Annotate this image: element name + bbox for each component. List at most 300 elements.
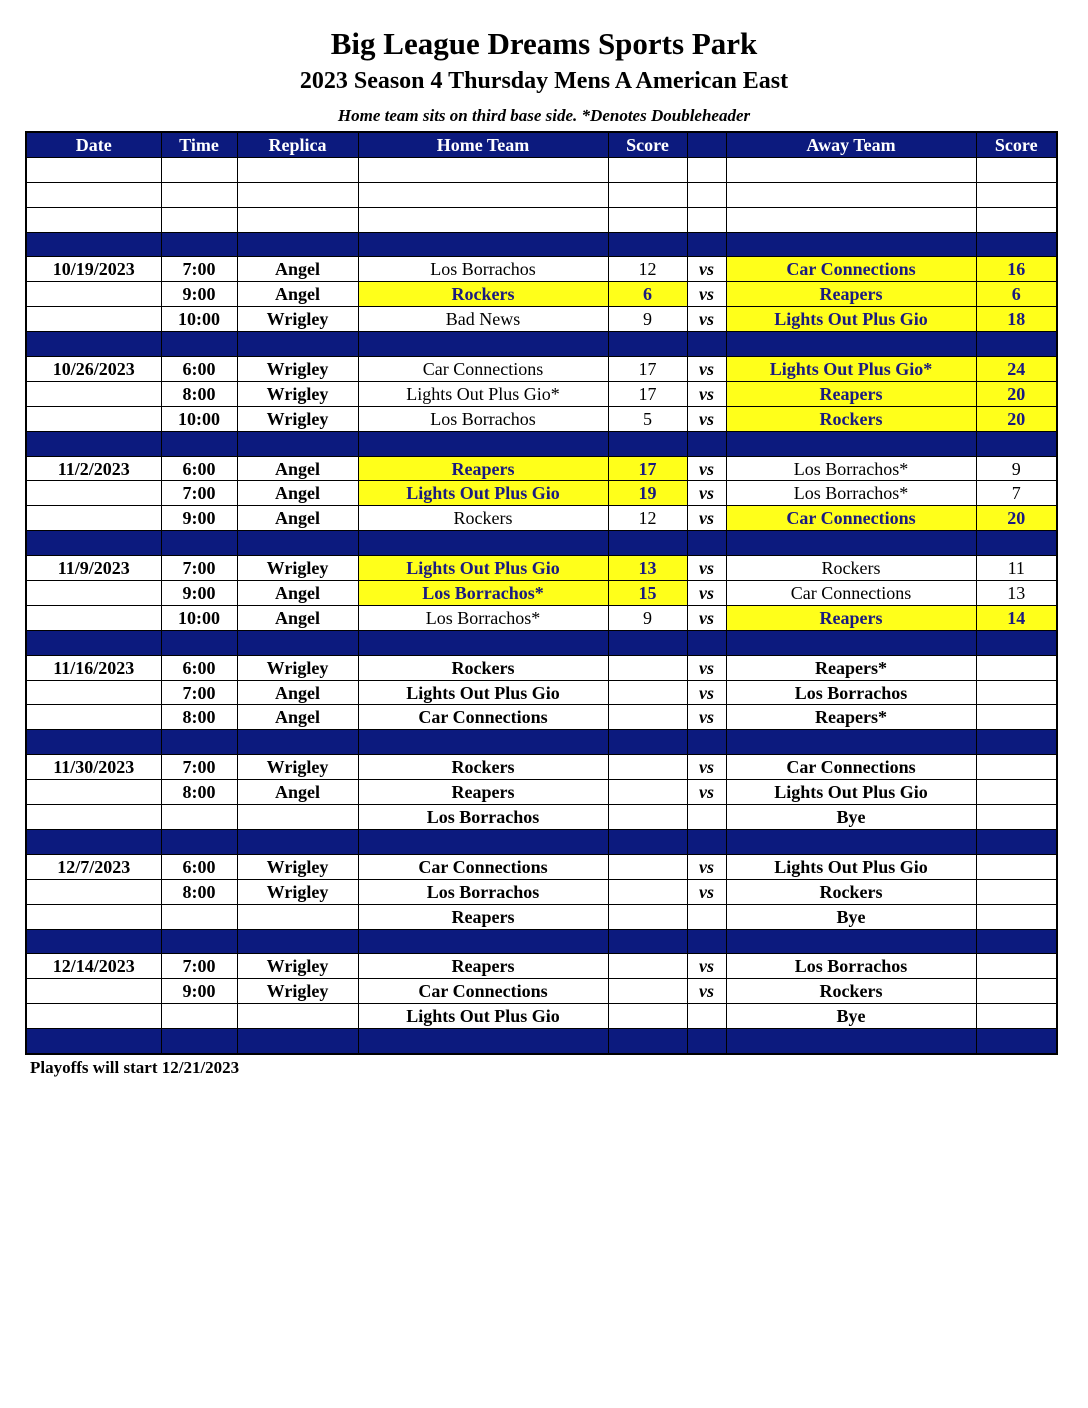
game-time: 7:00 xyxy=(161,556,237,581)
game-date: 11/30/2023 xyxy=(26,755,161,780)
vs-label: vs xyxy=(687,257,726,282)
separator-cell xyxy=(687,630,726,655)
blank-cell xyxy=(358,157,608,182)
separator-cell xyxy=(358,730,608,755)
away-team: Lights Out Plus Gio xyxy=(726,854,976,879)
game-time: 8:00 xyxy=(161,381,237,406)
separator-cell xyxy=(687,829,726,854)
game-date: 11/2/2023 xyxy=(26,456,161,481)
blank-cell xyxy=(237,157,358,182)
table-header-row xyxy=(26,132,1057,157)
col-header-away-score: Score xyxy=(976,132,1057,157)
away-team: Lights Out Plus Gio xyxy=(726,307,976,332)
home-score: 19 xyxy=(608,481,687,506)
game-replica: Angel xyxy=(237,257,358,282)
vs-label: vs xyxy=(687,605,726,630)
game-row xyxy=(26,780,1057,805)
home-team: Los Borrachos* xyxy=(358,581,608,606)
game-row xyxy=(26,282,1057,307)
game-row xyxy=(26,307,1057,332)
home-team: Los Borrachos xyxy=(358,406,608,431)
game-time: 9:00 xyxy=(161,979,237,1004)
game-date xyxy=(26,605,161,630)
vs-label xyxy=(687,904,726,929)
vs-label: vs xyxy=(687,506,726,531)
separator-cell xyxy=(358,929,608,954)
home-score: 12 xyxy=(608,257,687,282)
away-score: 14 xyxy=(976,605,1057,630)
separator-cell xyxy=(161,232,237,257)
game-date xyxy=(26,381,161,406)
separator-cell xyxy=(976,829,1057,854)
home-team: Rockers xyxy=(358,282,608,307)
game-date xyxy=(26,1004,161,1029)
separator-cell xyxy=(26,929,161,954)
blank-cell xyxy=(726,207,976,232)
game-date xyxy=(26,979,161,1004)
away-team: Car Connections xyxy=(726,506,976,531)
home-score: 17 xyxy=(608,381,687,406)
blank-cell xyxy=(608,182,687,207)
game-time: 7:00 xyxy=(161,954,237,979)
schedule-body xyxy=(26,157,1057,1054)
separator-cell xyxy=(358,431,608,456)
game-row xyxy=(26,481,1057,506)
blank-cell xyxy=(358,207,608,232)
col-header-away-team: Away Team xyxy=(726,132,976,157)
vs-label: vs xyxy=(687,406,726,431)
game-row xyxy=(26,257,1057,282)
home-score xyxy=(608,979,687,1004)
separator-cell xyxy=(608,929,687,954)
separator-cell xyxy=(237,730,358,755)
vs-label: vs xyxy=(687,282,726,307)
separator-cell xyxy=(26,1029,161,1054)
game-date xyxy=(26,406,161,431)
blank-row xyxy=(26,157,1057,182)
separator-cell xyxy=(976,431,1057,456)
game-date: 11/9/2023 xyxy=(26,556,161,581)
game-row xyxy=(26,979,1057,1004)
separator-cell xyxy=(687,431,726,456)
game-date: 12/14/2023 xyxy=(26,954,161,979)
game-date: 10/19/2023 xyxy=(26,257,161,282)
col-header-replica: Replica xyxy=(237,132,358,157)
home-score xyxy=(608,780,687,805)
separator-cell xyxy=(726,531,976,556)
away-score xyxy=(976,879,1057,904)
game-date xyxy=(26,904,161,929)
blank-cell xyxy=(161,157,237,182)
separator-cell xyxy=(608,232,687,257)
separator-cell xyxy=(26,829,161,854)
game-replica: Wrigley xyxy=(237,655,358,680)
separator-cell xyxy=(26,431,161,456)
home-team: Rockers xyxy=(358,655,608,680)
separator-cell xyxy=(161,531,237,556)
home-team: Los Borrachos xyxy=(358,257,608,282)
separator-cell xyxy=(687,232,726,257)
game-replica xyxy=(237,904,358,929)
away-score xyxy=(976,680,1057,705)
game-row xyxy=(26,406,1057,431)
game-date xyxy=(26,705,161,730)
game-row xyxy=(26,605,1057,630)
blank-cell xyxy=(976,157,1057,182)
away-score: 7 xyxy=(976,481,1057,506)
separator-cell xyxy=(161,630,237,655)
game-replica xyxy=(237,805,358,830)
away-team: Car Connections xyxy=(726,257,976,282)
separator-cell xyxy=(161,929,237,954)
home-team: Los Borrachos xyxy=(358,805,608,830)
away-team: Los Borrachos* xyxy=(726,456,976,481)
away-score: 20 xyxy=(976,506,1057,531)
vs-label: vs xyxy=(687,755,726,780)
game-row xyxy=(26,381,1057,406)
away-team: Reapers* xyxy=(726,705,976,730)
game-row xyxy=(26,879,1057,904)
vs-label: vs xyxy=(687,854,726,879)
separator-cell xyxy=(726,630,976,655)
vs-label: vs xyxy=(687,954,726,979)
vs-label: vs xyxy=(687,705,726,730)
away-score: 13 xyxy=(976,581,1057,606)
away-team: Reapers* xyxy=(726,655,976,680)
separator-cell xyxy=(237,332,358,357)
separator-cell xyxy=(976,332,1057,357)
separator-cell xyxy=(237,531,358,556)
blank-cell xyxy=(726,157,976,182)
separator-cell xyxy=(237,929,358,954)
game-time: 9:00 xyxy=(161,506,237,531)
game-time: 10:00 xyxy=(161,605,237,630)
home-team: Reapers xyxy=(358,954,608,979)
vs-label: vs xyxy=(687,655,726,680)
home-score xyxy=(608,655,687,680)
game-date xyxy=(26,282,161,307)
away-team: Reapers xyxy=(726,605,976,630)
away-team: Bye xyxy=(726,904,976,929)
game-time: 9:00 xyxy=(161,581,237,606)
vs-label: vs xyxy=(687,456,726,481)
home-team: Lights Out Plus Gio xyxy=(358,556,608,581)
blank-cell xyxy=(161,182,237,207)
separator-cell xyxy=(358,1029,608,1054)
separator-cell xyxy=(237,630,358,655)
game-time xyxy=(161,805,237,830)
game-row xyxy=(26,655,1057,680)
separator-cell xyxy=(26,232,161,257)
blank-cell xyxy=(237,182,358,207)
game-time: 6:00 xyxy=(161,655,237,680)
away-team: Los Borrachos xyxy=(726,680,976,705)
away-team: Lights Out Plus Gio xyxy=(726,780,976,805)
game-date: 12/7/2023 xyxy=(26,854,161,879)
blank-cell xyxy=(161,207,237,232)
game-time: 6:00 xyxy=(161,357,237,382)
away-score xyxy=(976,705,1057,730)
game-row xyxy=(26,556,1057,581)
separator-cell xyxy=(161,431,237,456)
home-team: Reapers xyxy=(358,456,608,481)
home-score: 17 xyxy=(608,357,687,382)
vs-label xyxy=(687,805,726,830)
away-score xyxy=(976,854,1057,879)
vs-label: vs xyxy=(687,780,726,805)
separator-row xyxy=(26,929,1057,954)
separator-cell xyxy=(358,630,608,655)
game-time: 9:00 xyxy=(161,282,237,307)
away-team: Reapers xyxy=(726,381,976,406)
game-date xyxy=(26,506,161,531)
separator-cell xyxy=(976,730,1057,755)
home-score: 15 xyxy=(608,581,687,606)
vs-label: vs xyxy=(687,357,726,382)
game-time: 8:00 xyxy=(161,705,237,730)
game-replica: Wrigley xyxy=(237,357,358,382)
game-date xyxy=(26,307,161,332)
away-score xyxy=(976,655,1057,680)
game-replica: Wrigley xyxy=(237,381,358,406)
game-replica: Angel xyxy=(237,780,358,805)
game-replica xyxy=(237,1004,358,1029)
separator-cell xyxy=(726,232,976,257)
home-score: 17 xyxy=(608,456,687,481)
vs-label: vs xyxy=(687,581,726,606)
home-team: Los Borrachos* xyxy=(358,605,608,630)
separator-cell xyxy=(161,730,237,755)
separator-cell xyxy=(237,829,358,854)
separator-row xyxy=(26,232,1057,257)
away-score: 9 xyxy=(976,456,1057,481)
game-replica: Angel xyxy=(237,680,358,705)
separator-cell xyxy=(26,730,161,755)
game-date: 11/16/2023 xyxy=(26,655,161,680)
separator-cell xyxy=(358,332,608,357)
blank-cell xyxy=(358,182,608,207)
game-row xyxy=(26,680,1057,705)
game-replica: Wrigley xyxy=(237,755,358,780)
separator-cell xyxy=(687,531,726,556)
separator-cell xyxy=(161,1029,237,1054)
home-score xyxy=(608,854,687,879)
game-time: 10:00 xyxy=(161,307,237,332)
blank-row xyxy=(26,182,1057,207)
blank-cell xyxy=(976,207,1057,232)
schedule-note: Home team sits on third base side. *Denotes Doubleheader xyxy=(337,106,751,125)
away-team: Car Connections xyxy=(726,581,976,606)
home-score: 9 xyxy=(608,307,687,332)
game-time: 7:00 xyxy=(161,680,237,705)
col-header-date: Date xyxy=(26,132,161,157)
game-date xyxy=(26,581,161,606)
game-row xyxy=(26,456,1057,481)
away-score: 20 xyxy=(976,406,1057,431)
separator-cell xyxy=(976,531,1057,556)
game-time: 8:00 xyxy=(161,879,237,904)
home-team: Lights Out Plus Gio* xyxy=(358,381,608,406)
vs-label xyxy=(687,1004,726,1029)
blank-row xyxy=(26,207,1057,232)
separator-cell xyxy=(687,929,726,954)
game-time xyxy=(161,1004,237,1029)
home-team: Car Connections xyxy=(358,979,608,1004)
vs-label: vs xyxy=(687,556,726,581)
separator-row xyxy=(26,431,1057,456)
home-team: Reapers xyxy=(358,780,608,805)
blank-cell xyxy=(687,182,726,207)
separator-row xyxy=(26,531,1057,556)
game-row xyxy=(26,705,1057,730)
away-score: 18 xyxy=(976,307,1057,332)
separator-cell xyxy=(237,431,358,456)
game-row xyxy=(26,755,1057,780)
game-replica: Angel xyxy=(237,605,358,630)
separator-cell xyxy=(26,332,161,357)
separator-cell xyxy=(26,531,161,556)
game-time: 7:00 xyxy=(161,481,237,506)
game-date xyxy=(26,481,161,506)
home-team: Bad News xyxy=(358,307,608,332)
separator-cell xyxy=(726,929,976,954)
away-score: 6 xyxy=(976,282,1057,307)
game-row xyxy=(26,954,1057,979)
blank-cell xyxy=(26,157,161,182)
home-score xyxy=(608,805,687,830)
game-row xyxy=(26,506,1057,531)
home-team: Car Connections xyxy=(358,854,608,879)
game-replica: Angel xyxy=(237,581,358,606)
game-row xyxy=(26,581,1057,606)
separator-cell xyxy=(976,232,1057,257)
away-team: Rockers xyxy=(726,556,976,581)
game-replica: Angel xyxy=(237,456,358,481)
game-row xyxy=(26,1004,1057,1029)
game-replica: Angel xyxy=(237,481,358,506)
separator-cell xyxy=(237,1029,358,1054)
game-time: 7:00 xyxy=(161,755,237,780)
home-score: 9 xyxy=(608,605,687,630)
away-score xyxy=(976,805,1057,830)
separator-cell xyxy=(726,1029,976,1054)
away-team: Rockers xyxy=(726,979,976,1004)
home-team: Rockers xyxy=(358,506,608,531)
vs-label: vs xyxy=(687,381,726,406)
game-replica: Angel xyxy=(237,506,358,531)
away-score xyxy=(976,979,1057,1004)
blank-cell xyxy=(237,207,358,232)
page-subtitle: 2023 Season 4 Thursday Mens A American East xyxy=(299,68,789,94)
separator-row xyxy=(26,730,1057,755)
game-row xyxy=(26,854,1057,879)
game-replica: Wrigley xyxy=(237,854,358,879)
home-score xyxy=(608,680,687,705)
away-score xyxy=(976,1004,1057,1029)
separator-cell xyxy=(608,730,687,755)
separator-cell xyxy=(26,630,161,655)
col-header-home-score: Score xyxy=(608,132,687,157)
home-score xyxy=(608,705,687,730)
separator-cell xyxy=(608,531,687,556)
blank-cell xyxy=(687,157,726,182)
away-team: Los Borrachos xyxy=(726,954,976,979)
home-team: Lights Out Plus Gio xyxy=(358,481,608,506)
blank-cell xyxy=(976,182,1057,207)
game-replica: Wrigley xyxy=(237,954,358,979)
playoffs-note: Playoffs will start 12/21/2023 xyxy=(30,1058,240,1077)
away-team: Reapers xyxy=(726,282,976,307)
separator-cell xyxy=(358,232,608,257)
away-team: Rockers xyxy=(726,406,976,431)
game-time: 7:00 xyxy=(161,257,237,282)
separator-cell xyxy=(358,829,608,854)
game-replica: Wrigley xyxy=(237,307,358,332)
away-score: 20 xyxy=(976,381,1057,406)
separator-cell xyxy=(976,1029,1057,1054)
separator-row xyxy=(26,630,1057,655)
schedule-table xyxy=(25,131,1058,1055)
away-score xyxy=(976,780,1057,805)
home-score: 6 xyxy=(608,282,687,307)
separator-cell xyxy=(687,1029,726,1054)
blank-cell xyxy=(608,207,687,232)
home-score xyxy=(608,755,687,780)
vs-label: vs xyxy=(687,979,726,1004)
home-team: Lights Out Plus Gio xyxy=(358,1004,608,1029)
game-time: 6:00 xyxy=(161,456,237,481)
game-replica: Wrigley xyxy=(237,879,358,904)
separator-row xyxy=(26,829,1057,854)
game-date xyxy=(26,805,161,830)
game-row xyxy=(26,904,1057,929)
separator-cell xyxy=(161,332,237,357)
away-score xyxy=(976,954,1057,979)
game-replica: Wrigley xyxy=(237,406,358,431)
blank-cell xyxy=(26,207,161,232)
home-score: 12 xyxy=(608,506,687,531)
game-replica: Wrigley xyxy=(237,556,358,581)
vs-label: vs xyxy=(687,307,726,332)
away-team: Car Connections xyxy=(726,755,976,780)
game-date xyxy=(26,780,161,805)
separator-cell xyxy=(726,730,976,755)
vs-label: vs xyxy=(687,481,726,506)
game-time: 6:00 xyxy=(161,854,237,879)
game-row xyxy=(26,805,1057,830)
separator-cell xyxy=(687,730,726,755)
home-score xyxy=(608,879,687,904)
home-score xyxy=(608,1004,687,1029)
page-title: Big League Dreams Sports Park xyxy=(330,26,758,61)
col-header-vs xyxy=(687,132,726,157)
game-replica: Wrigley xyxy=(237,979,358,1004)
game-row xyxy=(26,357,1057,382)
separator-cell xyxy=(726,431,976,456)
away-team: Bye xyxy=(726,805,976,830)
blank-cell xyxy=(26,182,161,207)
separator-cell xyxy=(687,332,726,357)
away-score: 16 xyxy=(976,257,1057,282)
game-time: 10:00 xyxy=(161,406,237,431)
separator-row xyxy=(26,1029,1057,1054)
home-score: 13 xyxy=(608,556,687,581)
home-score xyxy=(608,904,687,929)
separator-cell xyxy=(608,1029,687,1054)
home-team: Rockers xyxy=(358,755,608,780)
game-date: 10/26/2023 xyxy=(26,357,161,382)
separator-cell xyxy=(608,431,687,456)
